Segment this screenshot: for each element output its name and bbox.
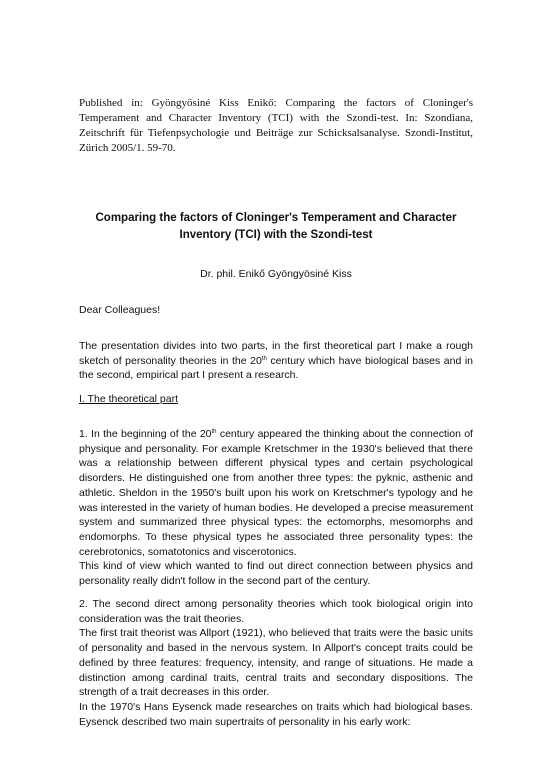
title-line-2: Inventory (TCI) with the Szondi-test (179, 229, 373, 241)
paragraph-1-text-a: 1. In the beginning of the 20 (79, 428, 212, 440)
intro-superscript: th (261, 355, 267, 362)
intro-text-b: century which have biological bases and in the second, empirical part I present a research. (79, 354, 473, 382)
paragraph-1-body (79, 427, 473, 559)
document-title (79, 210, 473, 244)
intro-text-a: The presentation divides into two parts, in the first theoretical part I make a rough sketch of personality theories in the 20 (79, 340, 473, 367)
title-line-1: Comparing the factors of Cloninger's Temperament and Character (95, 212, 457, 224)
paragraph-2 (79, 597, 473, 729)
paragraph-1 (79, 427, 473, 589)
author-name: Dr. phil. Enikő Gyöngyösiné Kiss (200, 268, 352, 280)
intro-paragraph (79, 339, 473, 383)
section-heading: I. The theoretical part (79, 393, 179, 405)
paragraph-2-allport: The first trait theorist was Allport (1921), who believed that traits were the basic units of personality and based in the nervous system. In Allport's concept traits could be defined by three features: frequency, intensity, and range of situations. He made a distinction among cardinal traits, central traits and secondary dispositions. The strength of a trait decreases in this order. (79, 627, 473, 699)
paragraph-1-superscript: th (211, 429, 217, 435)
paragraph-1-text-b: century appeared the thinking about the connection of physique and personality. For example Kretschmer in the 1930's believed that there was a relationship between different physical types and certain psychological disorders. He distinguished one from another three types: the pyknic, asthenic and athletic. Sheldon in the 1950's built upon his work on Kretschmer's typology and he was interested in the variety of human bodies. He developed a precise measurement system and summarized three physical types: the ectomorphs, mesomorphs and endomorphs. To these physical types he associated three personality types: the cerebrotonics, somatotonics and viscerotonics. (79, 428, 473, 558)
paragraph-1-continuation: This kind of view which wanted to find out direct connection between physics and personality really didn't follow in the second part of the century. (79, 560, 473, 588)
greeting: Dear Colleagues! (79, 304, 161, 316)
publication-note: Published in: Gyöngyösiné Kiss Enikő: Comparing the factors of Cloninger's Temperament and Character Inventory (TCI) with the Szondi-test. In: Szondiana, Zeitschrift für Tiefenpsychologie und Beiträge zur Schicksalsanalyse. Szondi-Institut, Zürich 2005/1. 59-70. (79, 97, 473, 154)
paragraph-2-intro: 2. The second direct among personality theories which took biological origin into consideration was the trait theories. (79, 598, 473, 625)
paragraph-2-eysenck: In the 1970's Hans Eysenck made researches on traits which had biological bases. Eysenck described two main supertraits of personality in his early work: (79, 700, 473, 728)
